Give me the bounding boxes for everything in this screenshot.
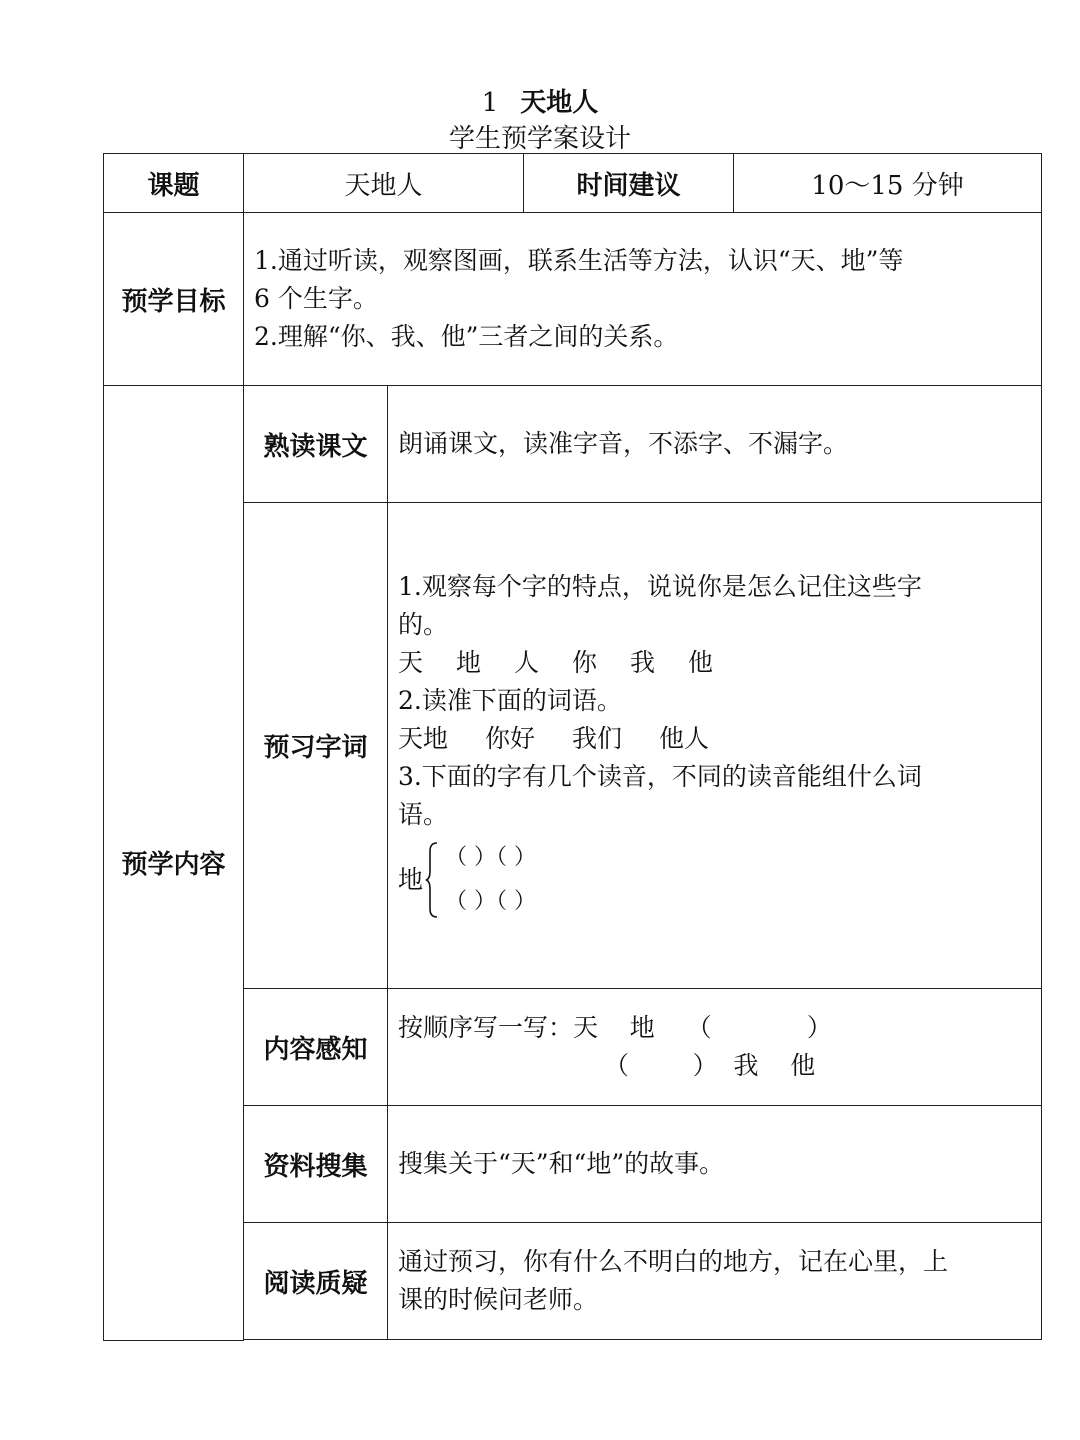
left-brace-icon [425, 841, 439, 919]
char-list [398, 644, 1031, 682]
reading-text: 朗诵课文，读准字音，不添字、不漏字。 [388, 386, 1042, 503]
goal-line: 1.通过听读，观察图画，联系生活等方法，认识“天、地”等 [254, 246, 904, 275]
perceive-label: 内容感知 [244, 989, 388, 1106]
topic-row [104, 154, 1042, 213]
question-line2: 课的时候问老师。 [398, 1285, 599, 1314]
words-row [104, 503, 1042, 989]
reading-row [104, 386, 1042, 503]
words-item3-cont: 语。 [398, 799, 449, 829]
phrase-item: 天地 [398, 723, 449, 753]
question-row [104, 1223, 1042, 1340]
words-content [388, 503, 1042, 989]
polyphone-char: 地 [398, 864, 424, 894]
char-item: 他 [688, 647, 714, 677]
goals-label: 预学目标 [104, 213, 244, 386]
topic-value: 天地人 [244, 154, 524, 213]
phrase-item: 你好 [485, 723, 536, 753]
page-subtitle: 学生预学案设计 [448, 124, 631, 154]
phrase-item: 我们 [572, 723, 623, 753]
polyphone-exercise [398, 836, 1031, 924]
answer-blank-row[interactable]: （ ）（ ） [445, 844, 537, 870]
char-item: 我 [630, 647, 656, 677]
time-value: 10～15 分钟 [734, 154, 1042, 213]
time-label: 时间建议 [524, 154, 734, 213]
char-item: 地 [456, 647, 482, 677]
collect-row [104, 1106, 1042, 1223]
reading-label: 熟读课文 [244, 386, 388, 503]
goal-line: 2.理解“你、我、他”三者之间的关系。 [254, 322, 679, 351]
question-content [388, 1223, 1042, 1340]
goals-row [104, 213, 1042, 386]
lesson-title-text: 天地人 [520, 88, 599, 118]
content-label: 预学内容 [104, 386, 244, 1341]
goal-line: 6 个生字。 [254, 284, 378, 313]
words-item1-cont: 的。 [398, 609, 449, 639]
words-item3: 3.下面的字有几个读音，不同的读音能组什么词 [398, 761, 922, 791]
words-label: 预习字词 [244, 503, 388, 989]
collect-label: 资料搜集 [244, 1106, 388, 1223]
answer-blanks [445, 836, 536, 924]
char-item: 天 [398, 647, 424, 677]
char-item: 人 [514, 647, 540, 677]
perceive-line1[interactable]: 按顺序写一写：天 地 （ ） [398, 1013, 832, 1042]
perceive-row [104, 989, 1042, 1106]
collect-text: 搜集关于“天”和“地”的故事。 [388, 1106, 1042, 1223]
goals-content [244, 213, 1042, 386]
question-line1: 通过预习，你有什么不明白的地方，记在心里，上 [398, 1247, 949, 1276]
perceive-line2[interactable]: （ ） 我 他 [604, 1051, 816, 1080]
perceive-content [388, 989, 1042, 1106]
topic-label: 课题 [104, 154, 244, 213]
question-label: 阅读质疑 [244, 1223, 388, 1340]
words-item2: 2.读准下面的词语。 [398, 685, 622, 715]
lesson-title [0, 82, 1080, 119]
lesson-number: 1 [481, 88, 499, 118]
worksheet-table [103, 153, 1042, 1341]
words-item1: 1.观察每个字的特点，说说你是怎么记住这些字 [398, 571, 922, 601]
answer-blank-row[interactable]: （ ）（ ） [445, 888, 537, 914]
char-item: 你 [572, 647, 598, 677]
phrase-item: 他人 [659, 723, 710, 753]
phrase-list [398, 720, 1031, 758]
